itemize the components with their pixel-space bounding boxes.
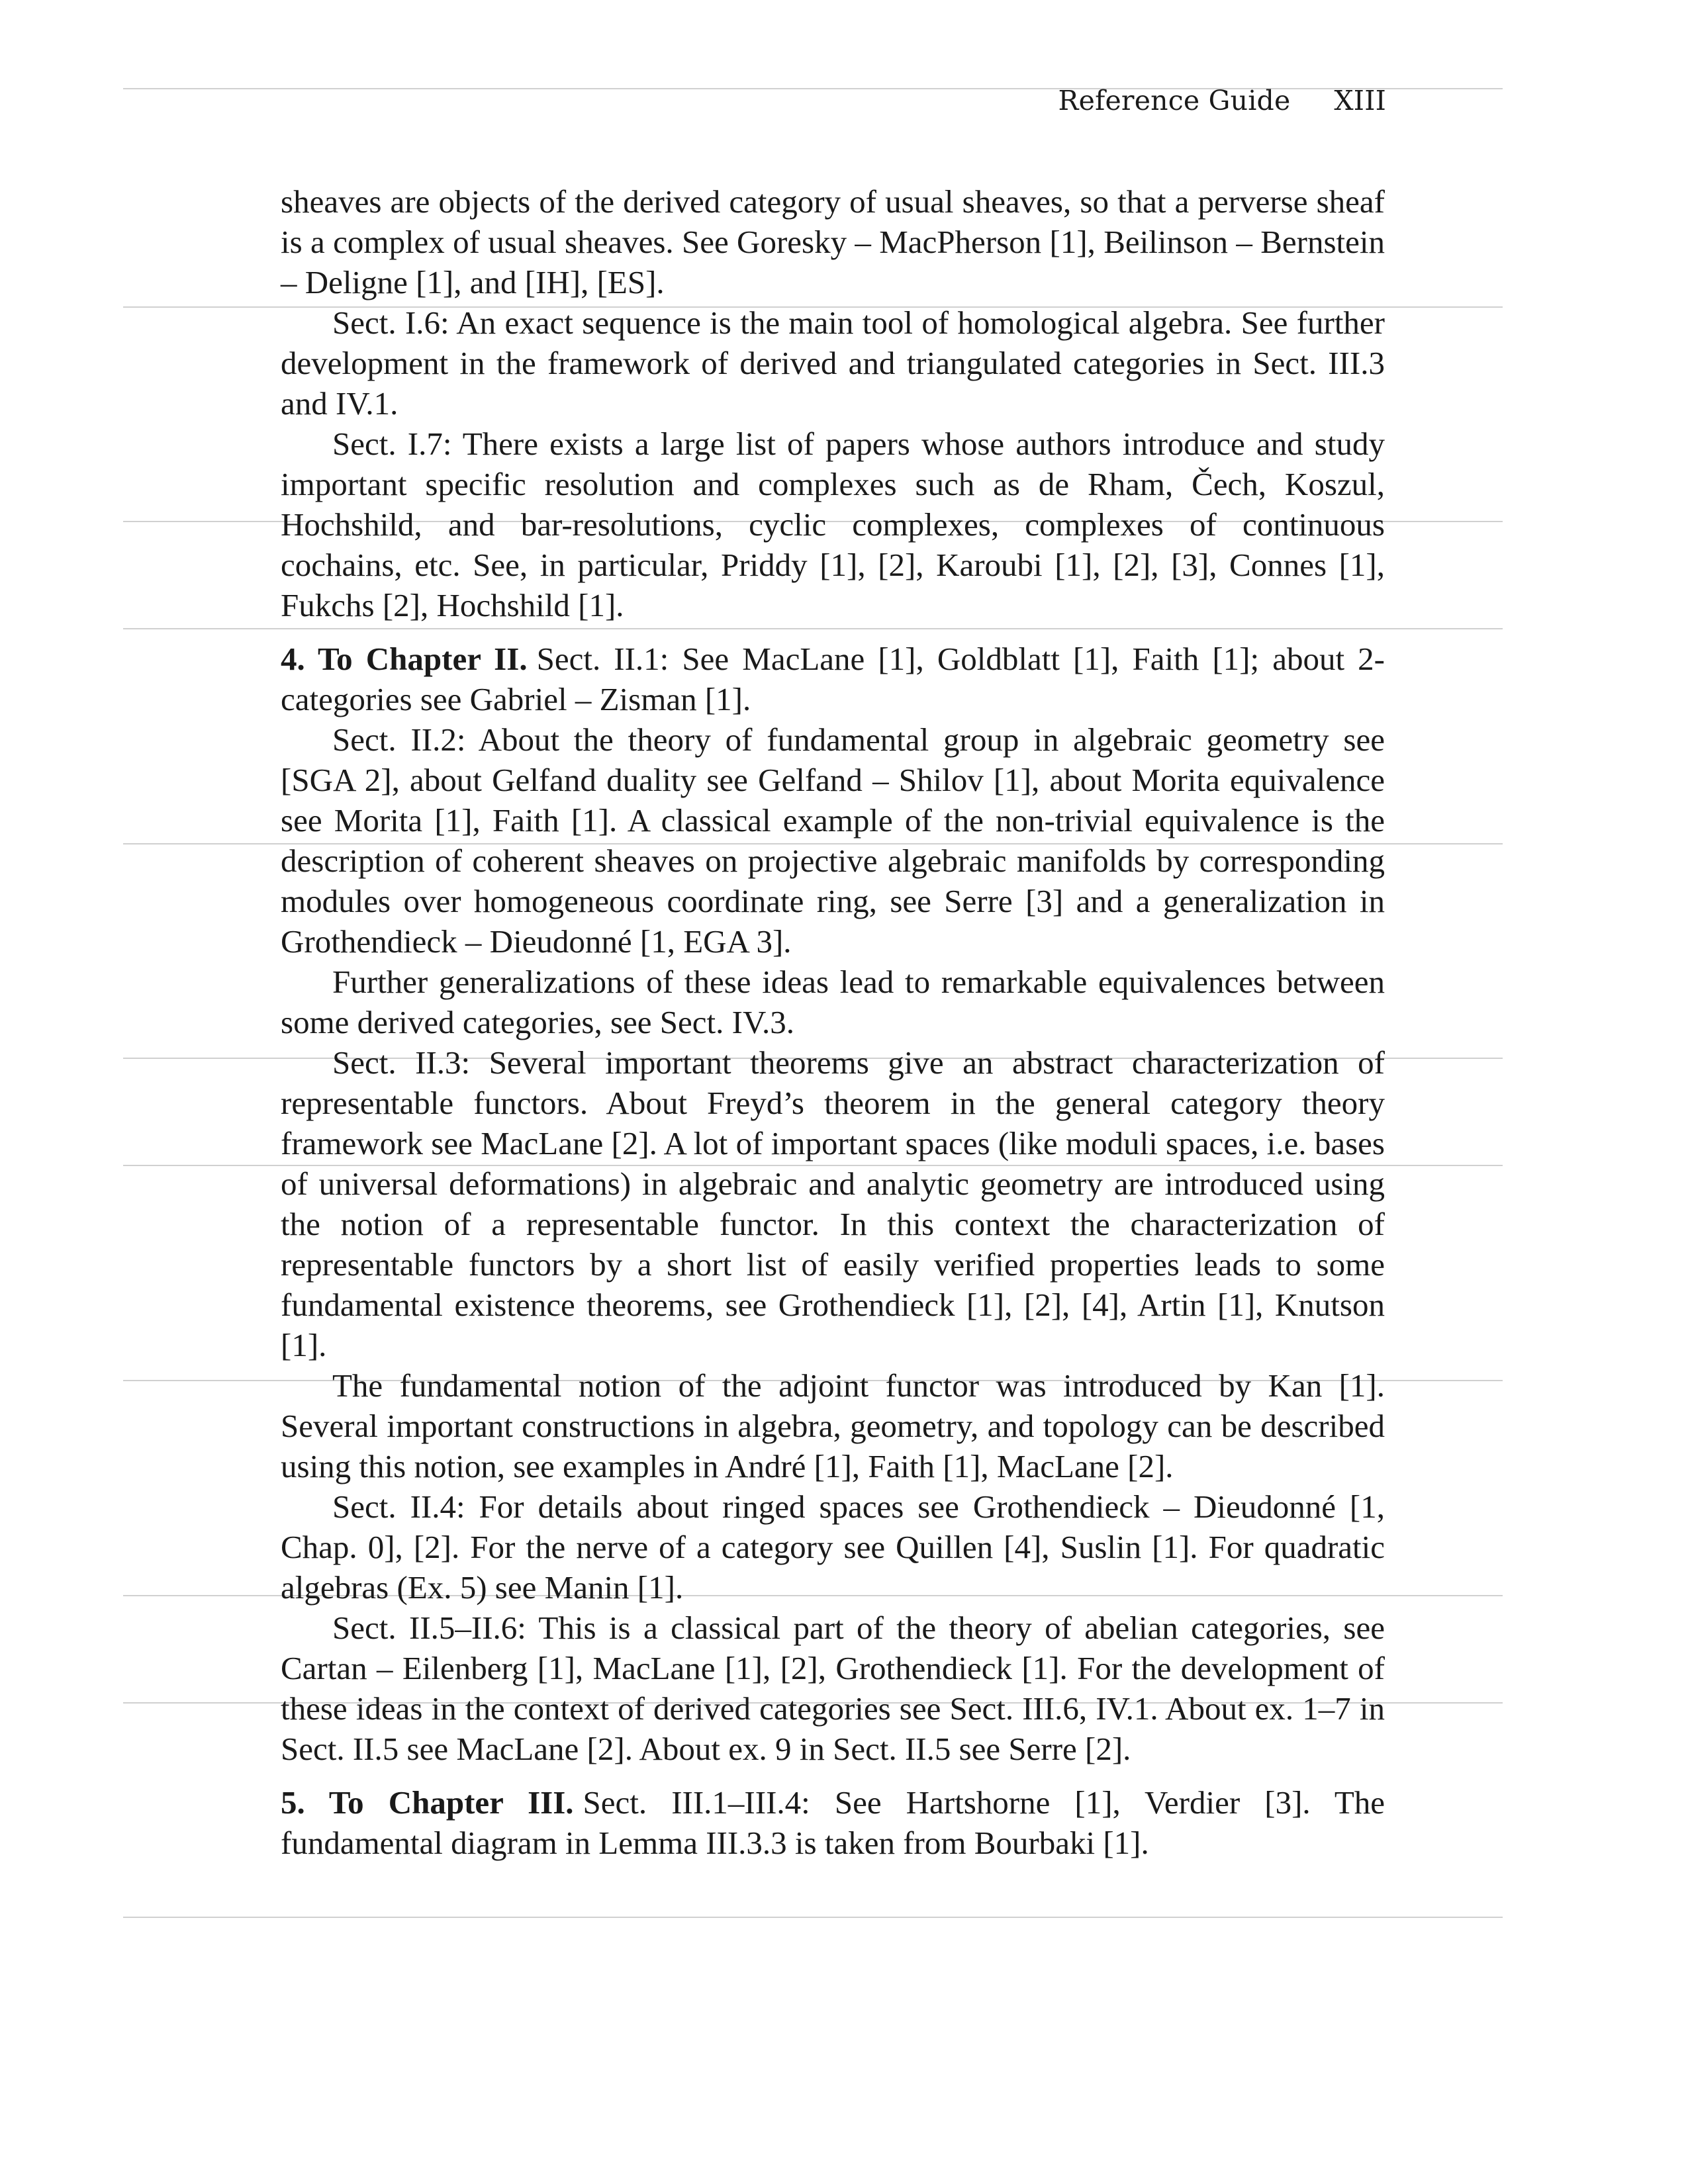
paragraph: sheaves are objects of the derived category of usual sheaves, so that a perverse sheaf is a complex of usual sheaves. See Goresky – MacPherson [1], Beilinson – Bernstein – Deligne [1], and [IH], [ES].	[281, 183, 1385, 300]
paragraph: The fundamental notion of the adjoint functor was introduced by Kan [1]. Several important constructions in algebra, geometry, and topology can be described using this notion, see examples in André [1], Faith [1], MacLane [2].	[281, 1367, 1385, 1484]
header-title: Reference Guide	[1058, 85, 1291, 116]
paragraph: Sect. I.7: There exists a large list of papers whose authors introduce and study important specific resolution and complexes such as de Rham, Čech, Koszul, Hochshild, and bar-resolutions, cyclic complexes, complexes of continuous cochains, etc. See, in particular, Priddy [1], [2], Karoubi [1], [2], [3], Connes [1], Fukchs [2], Hochshild [1].	[281, 426, 1385, 623]
paragraph-text: Sect. III.1–III.4: See Hartshorne [1], Verdier [3]. The fundamental diagram in Lemma III.3.3 is taken from Bourbaki [1].	[281, 1784, 1385, 1861]
running-header	[1058, 85, 1386, 116]
section-heading: 4. To Chapter II.	[281, 641, 528, 677]
page-number: XIII	[1334, 85, 1386, 116]
section-paragraph	[281, 1782, 1385, 1863]
paragraph: Sect. II.4: For details about ringed spaces see Grothendieck – Dieudonné [1, Chap. 0], [2]. For the nerve of a category see Quillen [4], Suslin [1]. For quadratic algebras (Ex. 5) see Manin [1].	[281, 1488, 1385, 1606]
paragraph: Sect. II.3: Several important theorems give an abstract characterization of representable functors. About Freyd’s theorem in the general category theory framework see MacLane [2]. A lot of important spaces (like moduli spaces, i.e. bases of universal deformations) in algebraic and analytic geometry are introduced using the notion of a representable functor. In this context the characterization of representable functors by a short list of easily verified properties leads to some fundamental existence theorems, see Grothendieck [1], [2], [4], Artin [1], Knutson [1].	[281, 1044, 1385, 1363]
scan-line	[123, 1917, 1503, 1918]
paragraph: Sect. II.5–II.6: This is a classical part of the theory of abelian categories, see Cartan – Eilenberg [1], MacLane [1], [2], Grothendieck [1]. For the development of these ideas in the context of derived categories see Sect. III.6, IV.1. About ex. 1–7 in Sect. II.5 see MacLane [2]. About ex. 9 in Sect. II.5 see Serre [2].	[281, 1610, 1385, 1767]
section-paragraph	[281, 639, 1385, 719]
body-text	[281, 181, 1385, 1863]
paragraph: Sect. I.6: An exact sequence is the main tool of homological algebra. See further development in the framework of derived and triangulated categories in Sect. III.3 and IV.1.	[281, 304, 1385, 422]
paragraph-text: Sect. II.1: See MacLane [1], Goldblatt [1], Faith [1]; about 2-categories see Gabriel – Zisman [1].	[281, 641, 1385, 717]
section-heading: 5. To Chapter III.	[281, 1784, 574, 1821]
paragraph: Sect. II.2: About the theory of fundamental group in algebraic geometry see [SGA 2], about Gelfand duality see Gelfand – Shilov [1], about Morita equivalence see Morita [1], Faith [1]. A classical example of the non-trivial equivalence is the description of coherent sheaves on projective algebraic manifolds by corresponding modules over homogeneous coordinate ring, see Serre [3] and a generalization in Grothendieck – Dieudonné [1, EGA 3].	[281, 721, 1385, 960]
paragraph: Further generalizations of these ideas lead to remarkable equivalences between some derived categories, see Sect. IV.3.	[281, 964, 1385, 1040]
